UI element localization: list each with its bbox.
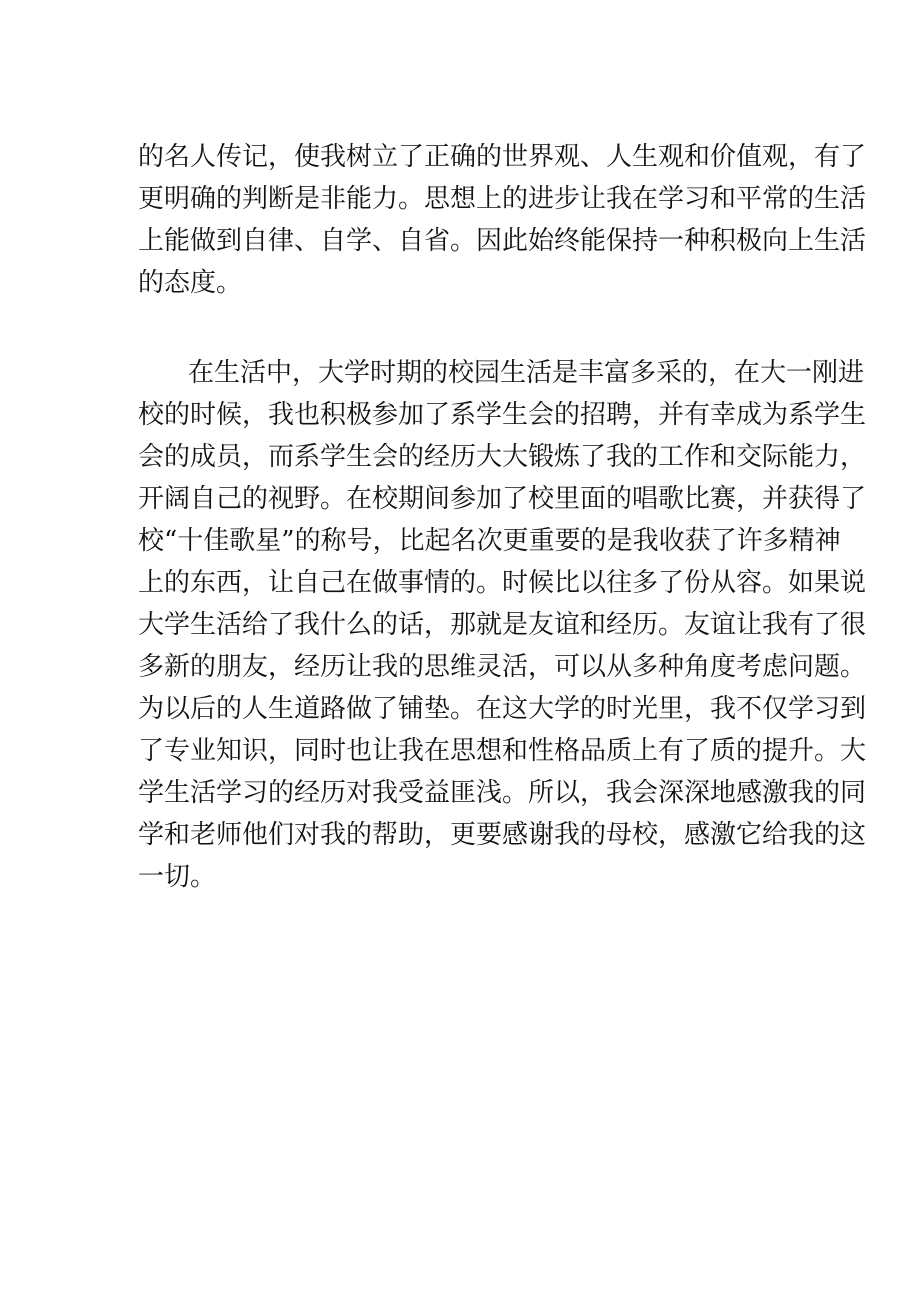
- paragraph-2: [138, 352, 867, 898]
- text-line: 开阔自己的视野。在校期间参加了校里面的唱歌比赛，并获得了: [138, 484, 867, 514]
- text-line: 的态度。: [138, 268, 243, 298]
- text-line: 更明确的判断是非能力。思想上的进步让我在学习和平常的生活: [138, 184, 867, 214]
- paragraph-1: [138, 136, 867, 304]
- text-line: 校“十佳歌星”的称号，比起名次更重要的是我收获了许多精神: [138, 526, 841, 556]
- text-line: 学和老师他们对我的帮助，更要感谢我的母校，感激它给我的这: [138, 820, 867, 850]
- text-line: 的名人传记，使我树立了正确的世界观、人生观和价值观，有了: [138, 142, 867, 172]
- text-line: 多新的朋友，经历让我的思维灵活，可以从多种角度考虑问题。: [138, 652, 867, 682]
- text-line: 会的成员，而系学生会的经历大大锻炼了我的工作和交际能力，: [138, 442, 867, 472]
- text-line: 大学生活给了我什么的话，那就是友谊和经历。友谊让我有了很: [138, 610, 867, 640]
- text-line: 了专业知识，同时也让我在思想和性格品质上有了质的提升。大: [138, 736, 867, 766]
- text-line: 学生活学习的经历对我受益匪浅。所以，我会深深地感激我的同: [138, 778, 867, 808]
- text-line: 上的东西，让自己在做事情的。时候比以往多了份从容。如果说: [138, 568, 867, 598]
- text-line: 上能做到自律、自学、自省。因此始终能保持一种积极向上生活: [138, 226, 867, 256]
- text-line: 校的时候，我也积极参加了系学生会的招聘，并有幸成为系学生: [138, 400, 867, 430]
- text-line: 为以后的人生道路做了铺垫。在这大学的时光里，我不仅学习到: [138, 694, 867, 724]
- text-line: 一切。: [138, 862, 217, 892]
- text-line: 在生活中，大学时期的校园生活是丰富多采的，在大一刚进: [188, 358, 865, 388]
